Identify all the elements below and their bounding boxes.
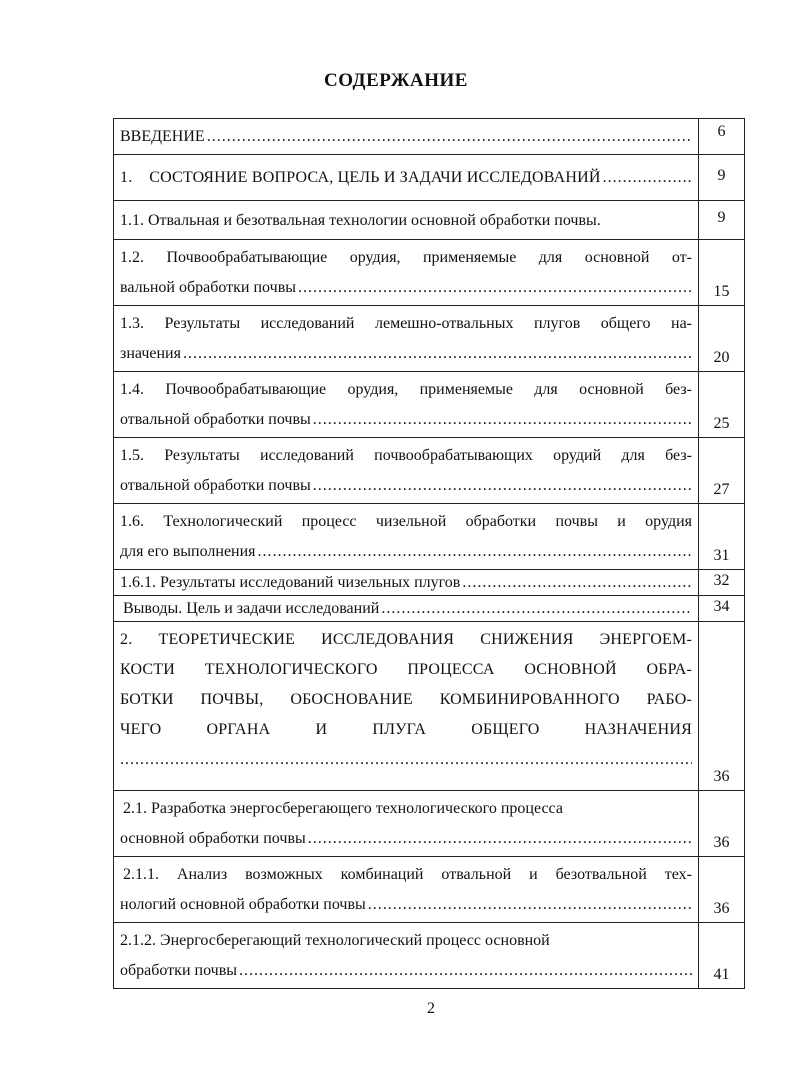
toc-row-conclusions[interactable] xyxy=(114,596,745,622)
toc-entry-title-cont: основной обработки почвы xyxy=(120,830,306,847)
toc-entry-title-cont: вальной обработки почвы xyxy=(120,279,296,296)
toc-row-1-3[interactable] xyxy=(114,306,745,372)
toc-entry-title: 1.5. Результаты исследований почвообрабатывающих орудий для без- xyxy=(120,447,692,464)
toc-entry-title: 1.3. Результаты исследований лемешно-отвальных плугов общего на- xyxy=(120,315,692,332)
toc-entry-title: 1.2. Почвообрабатывающие орудия, применяемые для основной от- xyxy=(120,249,692,266)
toc-entry-title: ВВЕДЕНИЕ xyxy=(120,128,205,145)
toc-page-number: 34 xyxy=(699,596,745,622)
toc-row-2-1[interactable] xyxy=(114,791,745,857)
toc-entry-title-cont: КОСТИ ТЕХНОЛОГИЧЕСКОГО ПРОЦЕССА ОСНОВНОЙ ОБРА- xyxy=(120,661,692,678)
dot-leader xyxy=(368,890,692,920)
dot-leader xyxy=(258,537,692,567)
dot-leader xyxy=(207,122,692,152)
toc-page-number: 9 xyxy=(699,201,745,240)
toc-page-number: 25 xyxy=(699,372,745,438)
dot-leader xyxy=(313,405,692,435)
toc-row-introduction[interactable] xyxy=(114,119,745,155)
toc-entry-title: 1.1. Отвальная и безотвальная технологии основной обработки почвы. xyxy=(120,212,601,229)
toc-page-number: 27 xyxy=(699,438,745,504)
toc-entry-title-cont: ЧЕГО ОРГАНА И ПЛУГА ОБЩЕГО НАЗНАЧЕНИЯ xyxy=(120,721,692,738)
toc-entry-title-cont: нологий основной обработки почвы xyxy=(120,896,366,913)
toc-entry-title: 2. ТЕОРЕТИЧЕСКИЕ ИССЛЕДОВАНИЯ СНИЖЕНИЯ ЭНЕРГОЕМ- xyxy=(120,631,692,648)
dot-leader xyxy=(120,745,692,775)
toc-entry-title: 2.1. Разработка энергосберегающего технологического процесса xyxy=(123,800,563,817)
toc-row-1-4[interactable] xyxy=(114,372,745,438)
dot-leader xyxy=(308,824,692,854)
toc-entry-title-cont: значения xyxy=(120,345,181,362)
page-number: 2 xyxy=(427,1000,435,1017)
toc-row-1-2[interactable] xyxy=(114,240,745,306)
toc-row-chapter-1[interactable] xyxy=(114,155,745,201)
toc-entry-title: 1.6.1. Результаты исследований чизельных плугов xyxy=(120,574,461,591)
dot-leader xyxy=(298,273,692,303)
toc-row-1-6-1[interactable] xyxy=(114,570,745,596)
toc-row-1-1[interactable] xyxy=(114,201,745,240)
toc-page-number: 15 xyxy=(699,240,745,306)
toc-entry-title-cont: отвальной обработки почвы xyxy=(120,477,311,494)
toc-entry-title-cont: обработки почвы xyxy=(120,962,237,979)
toc-entry-title-cont: отвальной обработки почвы xyxy=(120,411,311,428)
dot-leader xyxy=(313,471,692,501)
toc-page-number: 9 xyxy=(699,155,745,201)
toc-page-number: 32 xyxy=(699,570,745,596)
toc-row-2-1-1[interactable] xyxy=(114,857,745,923)
toc-page-number: 6 xyxy=(699,119,745,155)
page-title: СОДЕРЖАНИЕ xyxy=(324,70,468,91)
toc-entry-title: 1.4. Почвообрабатывающие орудия, применяемые для основной без- xyxy=(120,381,692,398)
toc-page-number: 36 xyxy=(699,857,745,923)
toc-row-2-1-2[interactable] xyxy=(114,923,745,989)
dot-leader xyxy=(381,599,692,619)
toc-entry-title-cont: для его выполнения xyxy=(120,543,256,560)
toc-entry-title: 2.1.2. Энергосберегающий технологический процесс основной xyxy=(120,932,550,949)
toc-row-chapter-2[interactable] xyxy=(114,622,745,791)
toc-page-number: 36 xyxy=(699,791,745,857)
toc-entry-title: Выводы. Цель и задачи исследований xyxy=(123,600,380,617)
toc-page-number: 20 xyxy=(699,306,745,372)
toc-page-number: 31 xyxy=(699,504,745,570)
toc-entry-title: 1.6. Технологический процесс чизельной обработки почвы и орудия xyxy=(120,513,692,530)
toc-page-number: 36 xyxy=(699,622,745,791)
dot-leader xyxy=(462,573,692,593)
toc-row-1-5[interactable] xyxy=(114,438,745,504)
toc-entry-title: 1. СОСТОЯНИЕ ВОПРОСА, ЦЕЛЬ И ЗАДАЧИ ИССЛЕДОВАНИЙ xyxy=(120,169,601,186)
toc-row-1-6[interactable] xyxy=(114,504,745,570)
toc-entry-title: 2.1.1. Анализ возможных комбинаций отвальной и безотвальной тех- xyxy=(123,866,692,883)
dot-leader xyxy=(603,158,692,198)
table-of-contents xyxy=(113,118,745,989)
dot-leader xyxy=(239,956,692,986)
toc-entry-title-cont: БОТКИ ПОЧВЫ, ОБОСНОВАНИЕ КОМБИНИРОВАННОГО РАБО- xyxy=(120,691,692,708)
toc-page-number: 41 xyxy=(699,923,745,989)
dot-leader xyxy=(183,339,692,369)
